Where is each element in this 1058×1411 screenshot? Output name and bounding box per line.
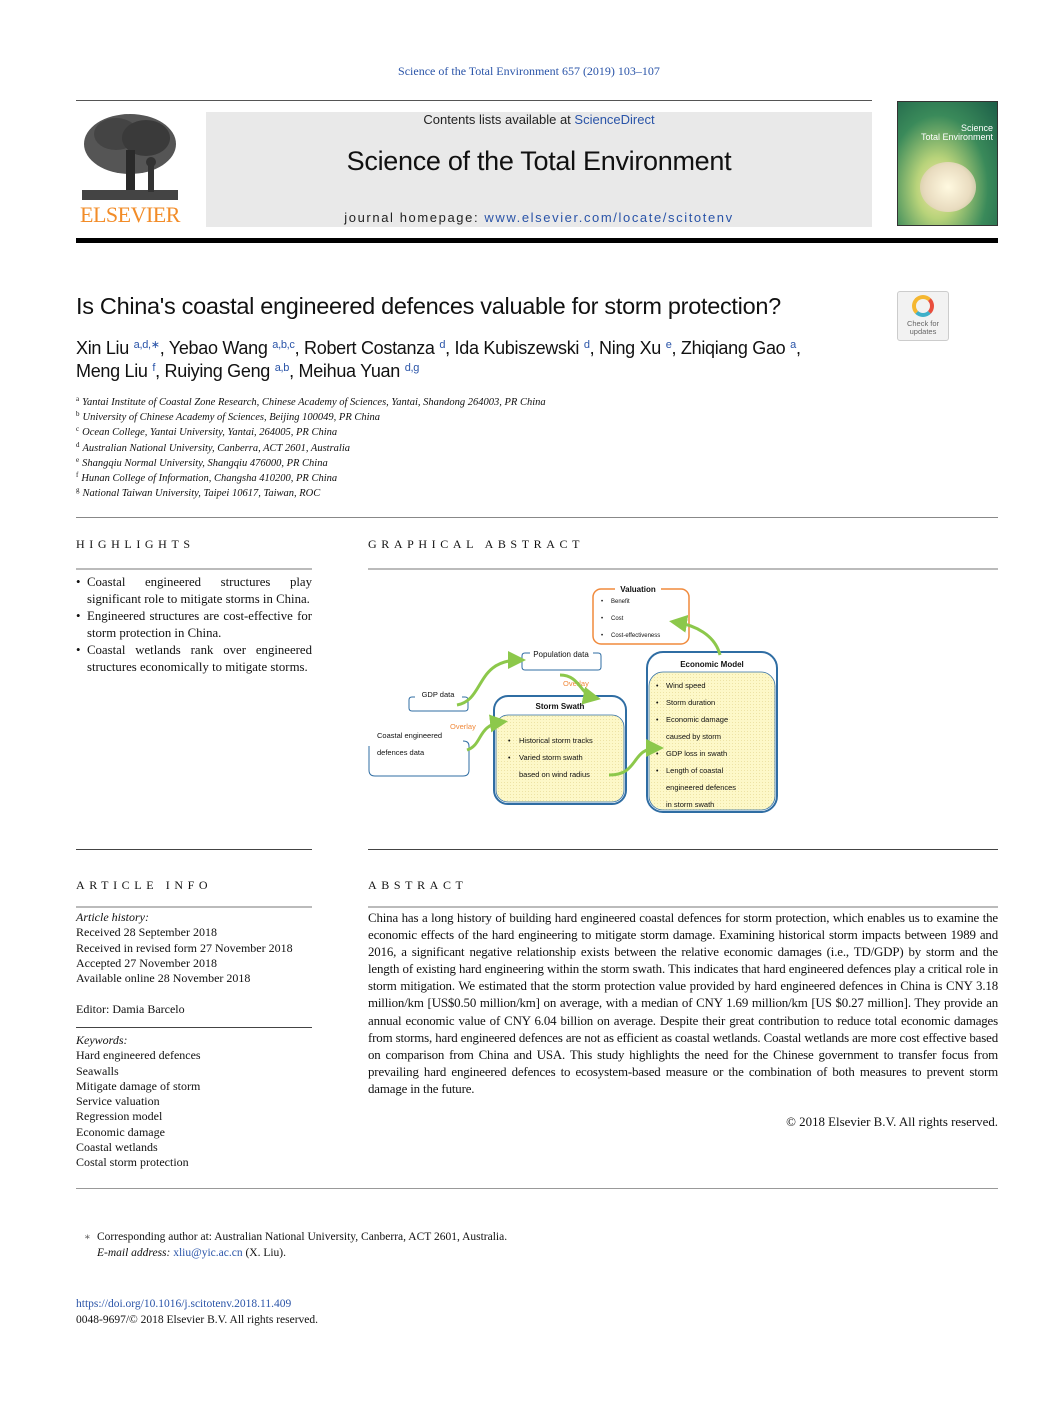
storm-swath-title: Storm Swath <box>535 702 585 711</box>
coastal-defences-label: Coastal engineered <box>377 731 443 740</box>
author[interactable]: Ning Xu $^e$ <box>599 338 672 358</box>
economic-model-item: Storm duration <box>666 698 716 707</box>
highlights-rule <box>76 568 312 570</box>
economic-model-item: engineered defences <box>666 783 737 792</box>
highlight-item: • Coastal wetlands rank over engineered structures economically to mitigate storms. <box>76 642 312 676</box>
author[interactable]: Ida Kubiszewski $^d$ <box>454 338 590 358</box>
affiliation: $^a$ Yantai Institute of Coastal Zone Research, Chinese Academy of Sciences, Yantai, Shandong 264003, PR China <box>76 395 546 408</box>
graphical-abstract-rule <box>368 568 998 570</box>
contents-line <box>206 112 872 128</box>
abstract-heading: ABSTRACT <box>368 878 468 892</box>
highlights-list <box>76 574 312 676</box>
cover-title <box>921 124 993 142</box>
homepage-line <box>206 210 872 225</box>
affiliation: $^c$ Ocean College, Yantai University, Yantai, 264005, PR China <box>76 425 338 439</box>
abstract-body: China has a long history of building hard engineered coastal defences for storm protection, which enables us to examine the economic effects of the hard engineering to mitigate storm damage. Examining historical storm impacts between 1989 and 2016, a significant negative relationship exists between the relative economic damages (i.e., TD/GDP) by storm and the length of existing hard engineering within the storm swath. This indicates that hard engineered defences play a critical role in storm mitigation. We estimated that the storm protection value provided by hard engineered defences in China is CNY 3.18 million/km [US$0.50 million/km] on average, with a median of CNY 1.69 million/km [US $0.27 million]. They provide an annual economic value of CNY 6.04 billion on average. Despite their great contribution to reduce total economic damages from storms, hard engineered defences are not as efficient as coastal wetlands. Coastal wetlands are more cost effective based on comparison from China and USA. This study highlights the need for the Chinese government to transfer focus from prevailing hard engineered defences to ecosystem-based measure or the combination of both measures to prevent storm damage in the future. <box>368 911 998 1096</box>
svg-text:•: • <box>656 717 659 724</box>
email-line <box>97 1246 507 1262</box>
author[interactable]: Meng Liu $^f$ <box>76 361 156 381</box>
section-divider <box>368 849 998 850</box>
population-label: Population data <box>533 650 589 659</box>
elsevier-logo <box>76 110 184 228</box>
author-list: Xin Liu $^{a,d,∗}$, Yebao Wang $^{a,b,c}$, Robert Costanza $^d$, Ida Kubiszewski $^d$, Ning Xu $^e$, Zhiqiang Gao $^a$, Meng Liu $^f$, Ruiying Geng $^{a,b}$, Meihua Yuan $^{d,g}$ <box>76 338 801 381</box>
article-history <box>76 910 312 1017</box>
coastal-defences-label: defences data <box>377 748 425 757</box>
author[interactable]: Meihua Yuan $^{d,g}$ <box>298 361 420 381</box>
keyword: Costal storm protection <box>76 1155 189 1170</box>
crossmark-icon <box>912 295 934 317</box>
keywords-list <box>76 1033 312 1171</box>
author[interactable]: Yebao Wang $^{a,b,c}$ <box>168 338 295 358</box>
highlights-heading: HIGHLIGHTS <box>76 537 195 551</box>
corresponding-author-footnote <box>84 1230 507 1261</box>
contents-prefix: Contents lists available at <box>423 112 575 127</box>
highlight-item: • Engineered structures are cost-effective for storm protection in China. <box>76 608 312 642</box>
valuation-item: Benefit <box>611 599 630 605</box>
article-info-rule <box>76 906 312 908</box>
history-label: Article history: <box>76 910 149 924</box>
svg-text:•: • <box>656 683 659 690</box>
history-item: Available online 28 November 2018 <box>76 971 251 986</box>
corresponding-author: Corresponding author at: Australian National University, Canberra, ACT 2601, Australia. <box>97 1231 508 1243</box>
storm-swath-item: Varied storm swath <box>519 753 583 762</box>
economic-model-title: Economic Model <box>680 660 744 669</box>
article-info-heading: ARTICLE INFO <box>76 878 213 892</box>
history-item: Accepted 27 November 2018 <box>76 955 217 970</box>
email-link[interactable]: xliu@yic.ac.cn <box>173 1246 243 1259</box>
highlight-item: • Coastal engineered structures play significant role to mitigate storms in China. <box>76 574 312 608</box>
svg-text:•: • <box>601 616 604 622</box>
affiliation: $^b$ University of Chinese Academy of Sciences, Beijing 100049, PR China <box>76 410 381 424</box>
storm-swath-item: Historical storm tracks <box>519 736 593 745</box>
svg-text:•: • <box>656 768 659 775</box>
keyword: Seawalls <box>76 1063 119 1078</box>
homepage-prefix: journal homepage: <box>344 210 485 225</box>
affiliation-list <box>76 395 546 501</box>
author[interactable]: Robert Costanza $^d$ <box>304 338 446 358</box>
doi-block <box>76 1296 318 1328</box>
economic-model-item: GDP loss in swath <box>666 749 728 758</box>
header-thick-rule <box>76 238 998 243</box>
keyword: Coastal wetlands <box>76 1140 158 1155</box>
storm-swath-item: based on wind radius <box>519 770 590 779</box>
journal-title: Science of the Total Environment <box>346 146 732 176</box>
abstract-rule <box>368 906 998 908</box>
keywords-label: Keywords: <box>76 1033 128 1047</box>
keyword: Hard engineered defences <box>76 1048 201 1063</box>
keyword: Mitigate damage of storm <box>76 1078 201 1093</box>
overlay-label: Overlay <box>563 679 589 688</box>
svg-text:•: • <box>508 755 511 762</box>
keyword: Regression model <box>76 1109 163 1124</box>
journal-masthead <box>206 112 872 227</box>
overlay-label: Overlay <box>450 722 476 731</box>
cover-title-line1: Science <box>960 123 993 133</box>
economic-model-item: Wind speed <box>666 681 706 690</box>
affiliation: $^d$ Australian National University, Canberra, ACT 2601, Australia <box>76 440 350 454</box>
top-rule <box>76 100 872 101</box>
section-divider <box>76 849 312 850</box>
abstract-copyright: © 2018 Elsevier B.V. All rights reserved. <box>786 1115 998 1129</box>
keyword: Economic damage <box>76 1124 165 1139</box>
journal-reference-link[interactable]: Science of the Total Environment 657 (2019) 103–107 <box>398 64 660 78</box>
sciencedirect-link[interactable]: ScienceDirect <box>574 112 655 127</box>
tree-icon <box>76 110 184 202</box>
keywords-rule <box>76 1027 312 1028</box>
svg-text:•: • <box>601 633 604 639</box>
svg-text:•: • <box>656 751 659 758</box>
author[interactable]: Xin Liu $^{a,d,∗}$ <box>76 338 160 358</box>
journal-cover-image[interactable] <box>897 101 998 226</box>
elsevier-wordmark: ELSEVIER <box>80 202 180 227</box>
article-title: Is China's coastal engineered defences valuable for storm protection? <box>76 293 781 319</box>
history-item: Received in revised form 27 November 2018 <box>76 940 293 955</box>
affiliation: $^e$ Shangqiu Normal University, Shangqiu 476000, PR China <box>76 455 328 469</box>
issn-copyright: 0048-9697/© 2018 Elsevier B.V. All rights reserved. <box>76 1314 319 1326</box>
affiliation: $^f$ Hunan College of Information, Changsha 410200, PR China <box>76 471 338 485</box>
author[interactable]: Zhiqiang Gao $^a$ <box>680 338 796 358</box>
keyword: Service valuation <box>76 1094 160 1109</box>
economic-model-item: caused by storm <box>666 732 722 741</box>
gdp-label: GDP data <box>421 690 455 699</box>
footer-divider <box>76 1188 998 1189</box>
flow-arrow <box>675 622 720 655</box>
section-divider <box>76 517 998 518</box>
coastal-defences-box <box>369 741 469 776</box>
journal-homepage-link[interactable]: www.elsevier.com/locate/scitotenv <box>484 210 734 225</box>
svg-text:•: • <box>601 599 604 605</box>
economic-model-item: Length of coastal <box>666 766 724 775</box>
graphical-abstract-heading: GRAPHICAL ABSTRACT <box>368 537 585 551</box>
economic-model-item: in storm swath <box>666 800 715 809</box>
affiliation: $^g$ National Taiwan University, Taipei 10617, Taiwan, ROC <box>76 486 321 500</box>
valuation-item: Cost <box>611 616 624 622</box>
cover-graphic <box>920 162 976 212</box>
valuation-title: Valuation <box>620 585 656 594</box>
check-for-updates-label: Check for updates <box>906 319 940 336</box>
email-label: E-mail address: <box>97 1246 171 1259</box>
economic-model-item: Economic damage <box>666 715 729 724</box>
svg-text:•: • <box>656 700 659 707</box>
author[interactable]: Ruiying Geng $^{a,b}$ <box>164 361 290 381</box>
editor: Editor: Damia Barcelo <box>76 1001 185 1016</box>
check-for-updates-button[interactable] <box>897 291 949 341</box>
svg-text:•: • <box>508 738 511 745</box>
doi-link[interactable]: https://doi.org/10.1016/j.scitotenv.2018.11.409 <box>76 1298 292 1310</box>
history-item: Received 28 September 2018 <box>76 925 217 940</box>
valuation-item: Cost-effectiveness <box>611 633 661 639</box>
email-suffix: (X. Liu). <box>242 1246 287 1259</box>
graphical-abstract-figure[interactable] <box>365 580 785 815</box>
cover-title-line2: Total Environment <box>920 132 993 142</box>
footnote-mark: ∗ <box>84 1232 91 1243</box>
